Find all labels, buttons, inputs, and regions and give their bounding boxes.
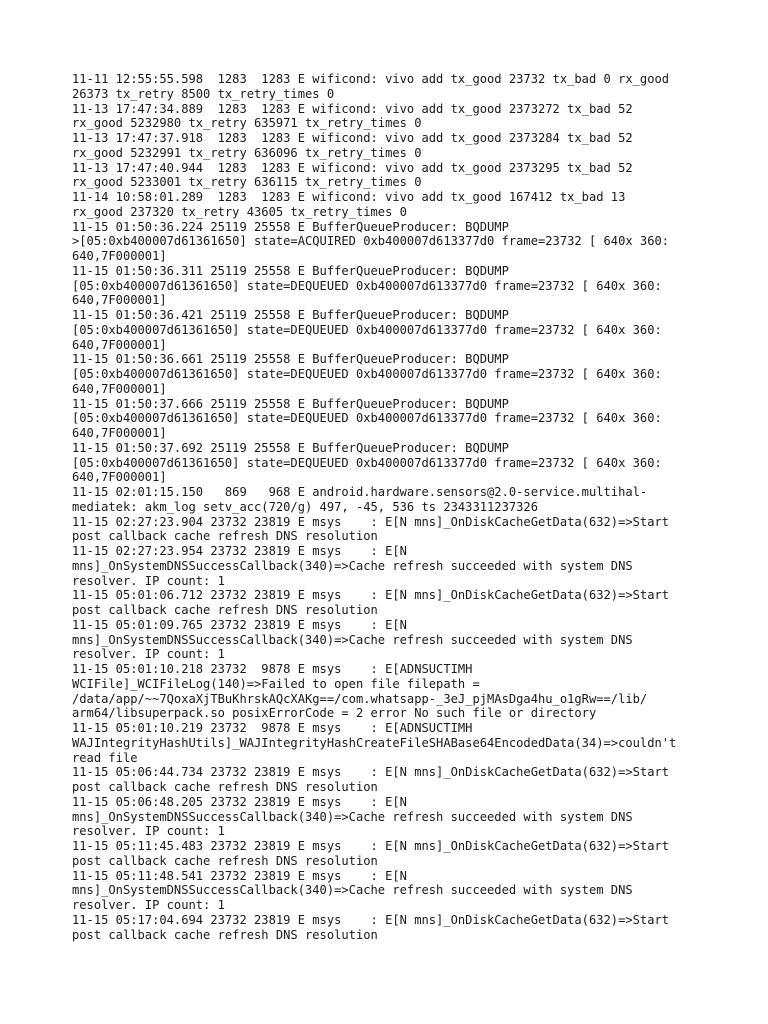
- log-line: 11-15 01:50:36.224 25119 25558 E BufferQueueProducer: BQDUMP: [72, 219, 509, 234]
- log-line: 11-15 01:50:37.692 25119 25558 E BufferQueueProducer: BQDUMP: [72, 440, 509, 455]
- log-line: 11-15 02:27:23.904 23732 23819 E msys : E[N mns]_OnDiskCacheGetData(632)=>Start: [72, 514, 670, 529]
- log-line: mns]_OnSystemDNSSuccessCallback(340)=>Cache refresh succeeded with system DNS: [72, 809, 633, 824]
- log-line: 11-13 17:47:37.918 1283 1283 E wificond: vivo add tx_good 2373284 tx_bad 52: [72, 131, 633, 145]
- log-line: 11-15 05:01:09.765 23732 23819 E msys : E[N: [72, 617, 407, 632]
- log-line: 11-15 05:01:10.219 23732 9878 E msys : E[ADNSUCTIMH: [72, 721, 473, 735]
- log-line: resolver. IP count: 1: [72, 647, 225, 662]
- log-line: 640,7F000001]: [72, 426, 167, 440]
- log-line: 11-15 05:17:04.694 23732 23819 E msys : E[N mns]_OnDiskCacheGetData(632)=>Start: [72, 912, 670, 927]
- log-line: 11-15 02:27:23.954 23732 23819 E msys : E[N: [72, 544, 407, 558]
- log-line: 11-15 05:01:10.218 23732 9878 E msys : E[ADNSUCTIMH: [72, 662, 473, 676]
- log-line: read file: [72, 750, 138, 765]
- log-line: post callback cache refresh DNS resolution: [72, 853, 378, 868]
- log-line: [05:0xb400007d61361650] state=DEQUEUED 0xb400007d613377d0 frame=23732 [ 640x 360:: [72, 367, 662, 381]
- log-line: WAJIntegrityHashUtils]_WAJIntegrityHashCreateFileSHABase64EncodedData(34)=>couldn't: [72, 735, 677, 750]
- log-line: 11-14 10:58:01.289 1283 1283 E wificond: vivo add tx_good 167412 tx_bad 13: [72, 190, 626, 204]
- log-line: 11-15 01:50:36.311 25119 25558 E BufferQueueProducer: BQDUMP: [72, 263, 509, 278]
- log-line: 640,7F000001]: [72, 249, 167, 263]
- log-line: mns]_OnSystemDNSSuccessCallback(340)=>Cache refresh succeeded with system DNS: [72, 883, 633, 898]
- log-line: resolver. IP count: 1: [72, 824, 225, 839]
- log-line: 640,7F000001]: [72, 337, 167, 352]
- log-line: [05:0xb400007d61361650] state=DEQUEUED 0xb400007d613377d0 frame=23732 [ 640x 360:: [72, 455, 662, 470]
- log-line: post callback cache refresh DNS resolution: [72, 603, 378, 617]
- log-line: 640,7F000001]: [72, 293, 167, 308]
- log-line: 11-15 01:50:36.421 25119 25558 E BufferQueueProducer: BQDUMP: [72, 308, 509, 322]
- log-line: 11-13 17:47:40.944 1283 1283 E wificond: vivo add tx_good 2373295 tx_bad 52: [72, 160, 633, 175]
- log-line: 11-15 05:01:06.712 23732 23819 E msys : E[N mns]_OnDiskCacheGetData(632)=>Start: [72, 588, 670, 603]
- log-line: WCIFile]_WCIFileLog(140)=>Failed to open file filepath =: [72, 676, 480, 691]
- log-line: post callback cache refresh DNS resolution: [72, 780, 378, 794]
- log-line: arm64/libsuperpack.so posixErrorCode = 2 error No such file or directory: [72, 706, 597, 721]
- log-line: 11-15 05:06:48.205 23732 23819 E msys : E[N: [72, 794, 407, 809]
- log-line: 11-15 02:01:15.150 869 968 E android.hardware.sensors@2.0-service.multihal-: [72, 485, 648, 499]
- log-line: 11-15 01:50:36.661 25119 25558 E BufferQueueProducer: BQDUMP: [72, 352, 509, 367]
- log-line: mediatek: akm_log setv_acc(720/g) 497, -45, 536 ts 2343311237326: [72, 499, 538, 514]
- log-line: 11-15 05:11:48.541 23732 23819 E msys : E[N: [72, 868, 407, 883]
- log-line: post callback cache refresh DNS resolution: [72, 529, 378, 544]
- log-line: [05:0xb400007d61361650] state=DEQUEUED 0xb400007d613377d0 frame=23732 [ 640x 360:: [72, 322, 662, 337]
- log-line: 11-15 01:50:37.666 25119 25558 E BufferQueueProducer: BQDUMP: [72, 396, 509, 411]
- log-line: 640,7F000001]: [72, 470, 167, 485]
- log-line: 11-15 05:11:45.483 23732 23819 E msys : E[N mns]_OnDiskCacheGetData(632)=>Start: [72, 839, 670, 853]
- log-line: [05:0xb400007d61361650] state=DEQUEUED 0xb400007d613377d0 frame=23732 [ 640x 360:: [72, 278, 662, 293]
- log-line: 11-11 12:55:55.598 1283 1283 E wificond: vivo add tx_good 23732 tx_bad 0 rx_good: [72, 72, 670, 86]
- log-line: /data/app/~~7QoxaXjTBuKhrskAQcXAKg==/com.whatsapp-_3eJ_pjMAsDga4hu_o1gRw==/lib/: [72, 691, 648, 706]
- log-line: 640,7F000001]: [72, 381, 167, 396]
- log-line: 11-15 05:06:44.734 23732 23819 E msys : E[N mns]_OnDiskCacheGetData(632)=>Start: [72, 765, 670, 780]
- log-line: mns]_OnSystemDNSSuccessCallback(340)=>Cache refresh succeeded with system DNS: [72, 632, 633, 647]
- log-line: post callback cache refresh DNS resolution: [72, 927, 378, 942]
- log-line: >[05:0xb400007d61361650] state=ACQUIRED 0xb400007d613377d0 frame=23732 [ 640x 360:: [72, 234, 670, 249]
- log-line: resolver. IP count: 1: [72, 573, 225, 588]
- log-line: rx_good 5233001 tx_retry 636115 tx_retry_times 0: [72, 175, 422, 190]
- log-line: resolver. IP count: 1: [72, 898, 225, 912]
- log-line: mns]_OnSystemDNSSuccessCallback(340)=>Cache refresh succeeded with system DNS: [72, 558, 633, 573]
- log-line: 11-13 17:47:34.889 1283 1283 E wificond: vivo add tx_good 2373272 tx_bad 52: [72, 101, 633, 116]
- log-line: 26373 tx_retry 8500 tx_retry_times 0: [72, 86, 335, 101]
- log-line: rx_good 5232991 tx_retry 636096 tx_retry_times 0: [72, 145, 422, 160]
- log-line: [05:0xb400007d61361650] state=DEQUEUED 0xb400007d613377d0 frame=23732 [ 640x 360:: [72, 411, 662, 426]
- log-text-block: [72, 72, 712, 942]
- log-line: rx_good 5232980 tx_retry 635971 tx_retry_times 0: [72, 116, 422, 131]
- log-line: rx_good 237320 tx_retry 43605 tx_retry_times 0: [72, 204, 407, 219]
